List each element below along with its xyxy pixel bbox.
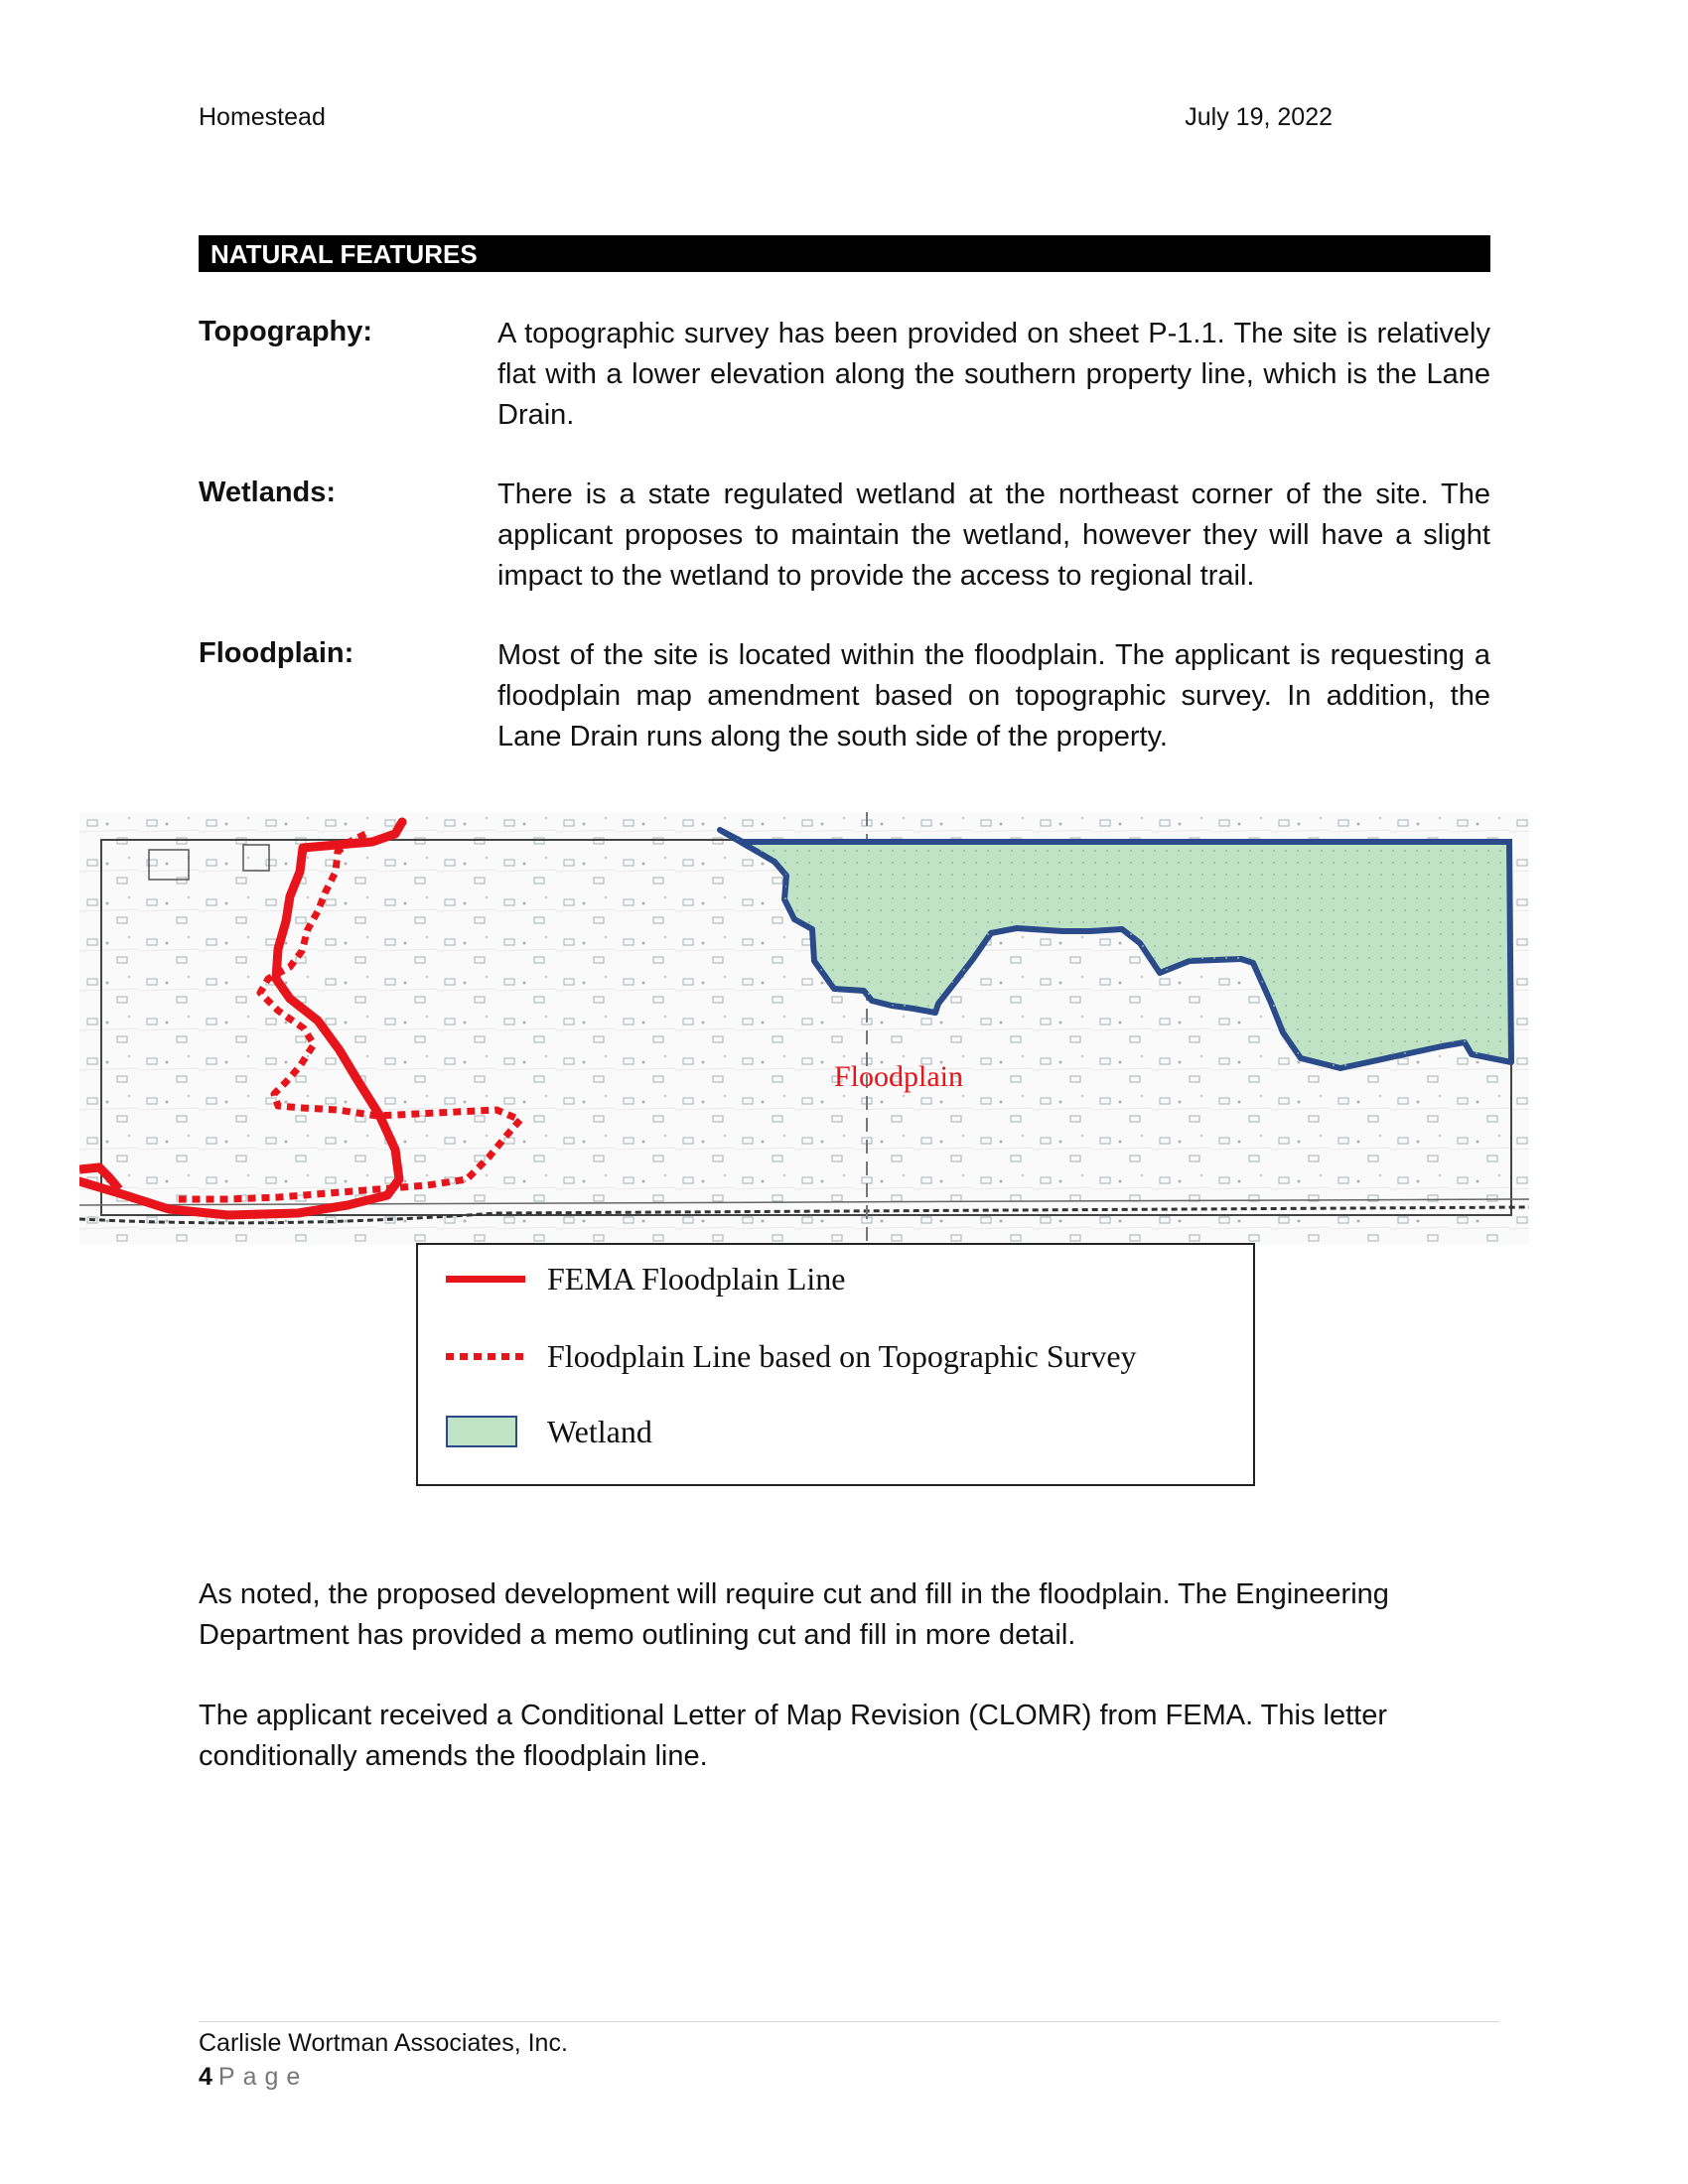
page-number: 4 [199, 2063, 212, 2091]
page-word: Page [217, 2063, 309, 2091]
definition-wetlands: There is a state regulated wetland at the northeast corner of the site. The applicant proposes to maintain the wetland, however they will have a slight impact to the wetland to provide the access to regional trail. [497, 478, 1490, 592]
definition-floodplain: Most of the site is located within the floodplain. The applicant is requesting a floodplain map amendment based on topographic survey. In addition, the Lane Drain runs along the south side of the property. [497, 639, 1490, 752]
legend-label-fema: FEMA Floodplain Line [547, 1260, 846, 1297]
map-legend [416, 1243, 1255, 1486]
legend-label-wetland: Wetland [547, 1413, 652, 1449]
legend-solid-swatch [446, 1276, 525, 1283]
site-map [79, 812, 1529, 1245]
legend-dotted-swatch [446, 1353, 525, 1360]
legend-wetland-swatch [446, 1416, 517, 1447]
paragraph-cut-fill: As noted, the proposed development will require cut and fill in the floodplain. The Engineering Department has provided a memo outlining cut and fill in more detail. [199, 1578, 1389, 1651]
term-floodplain: Floodplain: [199, 637, 354, 669]
term-topography: Topography: [199, 316, 373, 347]
section-heading: NATURAL FEATURES [211, 239, 478, 269]
map-floodplain-label: Floodplain [834, 1060, 964, 1093]
legend-item-survey [446, 1336, 1137, 1376]
section-heading-bar [199, 235, 1490, 272]
header-left: Homestead [199, 103, 326, 131]
header-date: July 19, 2022 [1185, 103, 1333, 131]
footer-page [199, 2063, 308, 2092]
legend-item-fema [446, 1259, 845, 1298]
term-wetlands: Wetlands: [199, 477, 337, 508]
paragraph-clomr: The applicant received a Conditional Letter of Map Revision (CLOMR) from FEMA. This letter conditionally amends the floodplain line. [199, 1700, 1388, 1772]
site-map-svg [79, 812, 1529, 1245]
footer-rule [199, 2021, 1499, 2022]
footer-organization: Carlisle Wortman Associates, Inc. [199, 2029, 568, 2057]
legend-item-wetland [446, 1412, 652, 1451]
definition-topography: A topographic survey has been provided on sheet P-1.1. The site is relatively flat with a lower elevation along the southern property line, which is the Lane Drain. [497, 318, 1490, 431]
legend-label-survey: Floodplain Line based on Topographic Survey [547, 1337, 1137, 1374]
